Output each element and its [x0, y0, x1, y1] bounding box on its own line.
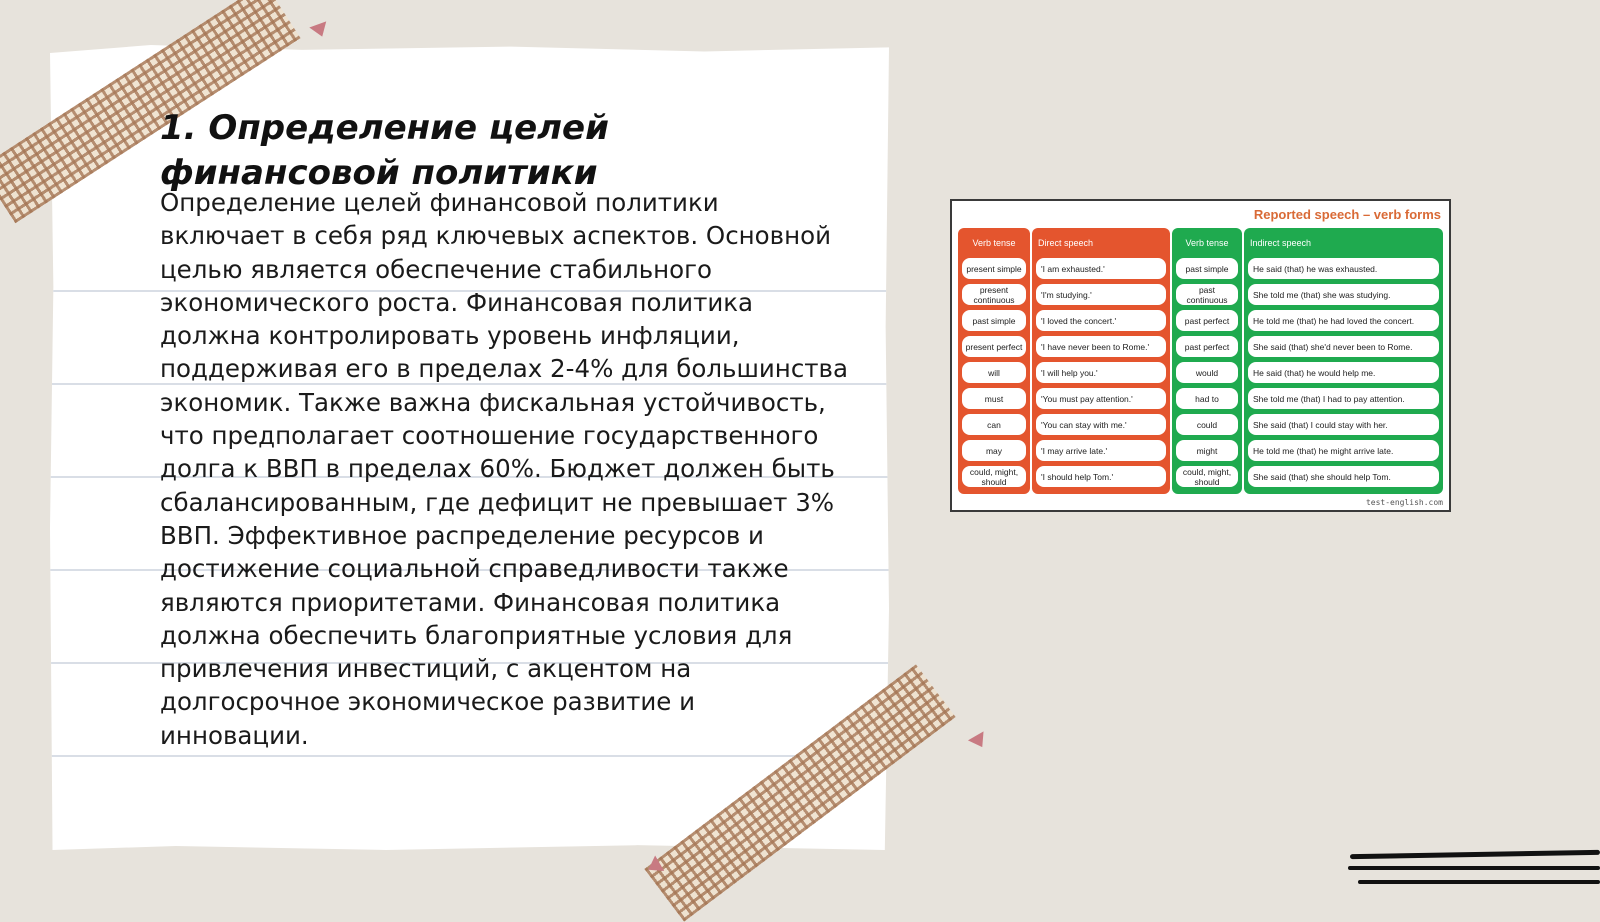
brush-stroke: [1348, 866, 1600, 870]
table-cell: He said (that) he would help me.: [1248, 362, 1439, 383]
table-cell: had to: [1176, 388, 1238, 409]
table-cell: would: [1176, 362, 1238, 383]
table-cell: present continuous: [962, 284, 1026, 305]
table-cell: 'You can stay with me.': [1036, 414, 1166, 435]
table-cell: past perfect: [1176, 336, 1238, 357]
table-cell: He told me (that) he might arrive late.: [1248, 440, 1439, 461]
table-cell: could, might, should: [1176, 466, 1238, 487]
table-cell: past continuous: [1176, 284, 1238, 305]
table-cell: 'I will help you.': [1036, 362, 1166, 383]
table-cell: past simple: [962, 310, 1026, 331]
table-cell: could: [1176, 414, 1238, 435]
column-header: Verb tense: [972, 238, 1016, 248]
table-cell: can: [962, 414, 1026, 435]
column-header: Direct speech: [1038, 238, 1094, 248]
column-header: Indirect speech: [1250, 238, 1312, 248]
table-cell: 'You must pay attention.': [1036, 388, 1166, 409]
table-cell: She told me (that) I had to pay attention.: [1248, 388, 1439, 409]
reported-speech-table-image: [950, 199, 1451, 512]
paper-rule-line: [50, 755, 889, 757]
table-cell: He told me (that) he had loved the concert.: [1248, 310, 1439, 331]
table-cell: She told me (that) she was studying.: [1248, 284, 1439, 305]
direct-tense-column: [958, 228, 1030, 494]
column-header: Verb tense: [1185, 238, 1229, 248]
figure-title: Reported speech – verb forms: [1253, 207, 1441, 222]
table-cell: She said (that) I could stay with her.: [1248, 414, 1439, 435]
brush-stroke: [1358, 880, 1600, 884]
table-cell: must: [962, 388, 1026, 409]
brush-stroke: [1350, 850, 1600, 859]
table-cell: may: [962, 440, 1026, 461]
indirect-tense-column: [1172, 228, 1242, 494]
table-cell: 'I have never been to Rome.': [1036, 336, 1166, 357]
slide-body-text: Определение целей финансовой политики включает в себя ряд ключевых аспектов. Основной целью является обеспечение стабильного экономического роста. Финансовая политика должна контролировать уровень инфляции, поддерживая его в пределах 2-4% для большинства экономик. Также важна фискальная устойчивость, что предполагает соотношение государственного долга к ВВП в пределах 60%. Бюджет должен быть сбалансированным, где дефицит не превышает 3% ВВП. Эффективное распределение ресурсов и достижение социальной справедливости также являются приоритетами. Финансовая политика должна обеспечить благоприятные условия для привлечения инвестиций, с акцентом на долгосрочное экономическое развитие и инновации.: [160, 188, 849, 750]
table-cell: might: [1176, 440, 1238, 461]
figure-credit: test-english.com: [1365, 498, 1443, 507]
pin-decoration: [968, 731, 990, 751]
pin-decoration: [309, 21, 330, 39]
direct-speech-column: [1032, 228, 1170, 494]
indirect-speech-column: [1244, 228, 1443, 494]
table-cell: 'I am exhausted.': [1036, 258, 1166, 279]
table-cell: She said (that) she'd never been to Rome.: [1248, 336, 1439, 357]
table-cell: will: [962, 362, 1026, 383]
table-cell: present perfect: [962, 336, 1026, 357]
table-cell: 'I loved the concert.': [1036, 310, 1166, 331]
table-cell: present simple: [962, 258, 1026, 279]
table-cell: 'I should help Tom.': [1036, 466, 1166, 487]
table-cell: past perfect: [1176, 310, 1238, 331]
table-cell: 'I may arrive late.': [1036, 440, 1166, 461]
table-cell: past simple: [1176, 258, 1238, 279]
slide-title: 1. Определение целей финансовой политики: [160, 108, 609, 193]
table-cell: 'I'm studying.': [1036, 284, 1166, 305]
table-cell: He said (that) he was exhausted.: [1248, 258, 1439, 279]
table-cell: She said (that) she should help Tom.: [1248, 466, 1439, 487]
table-cell: could, might, should: [962, 466, 1026, 487]
